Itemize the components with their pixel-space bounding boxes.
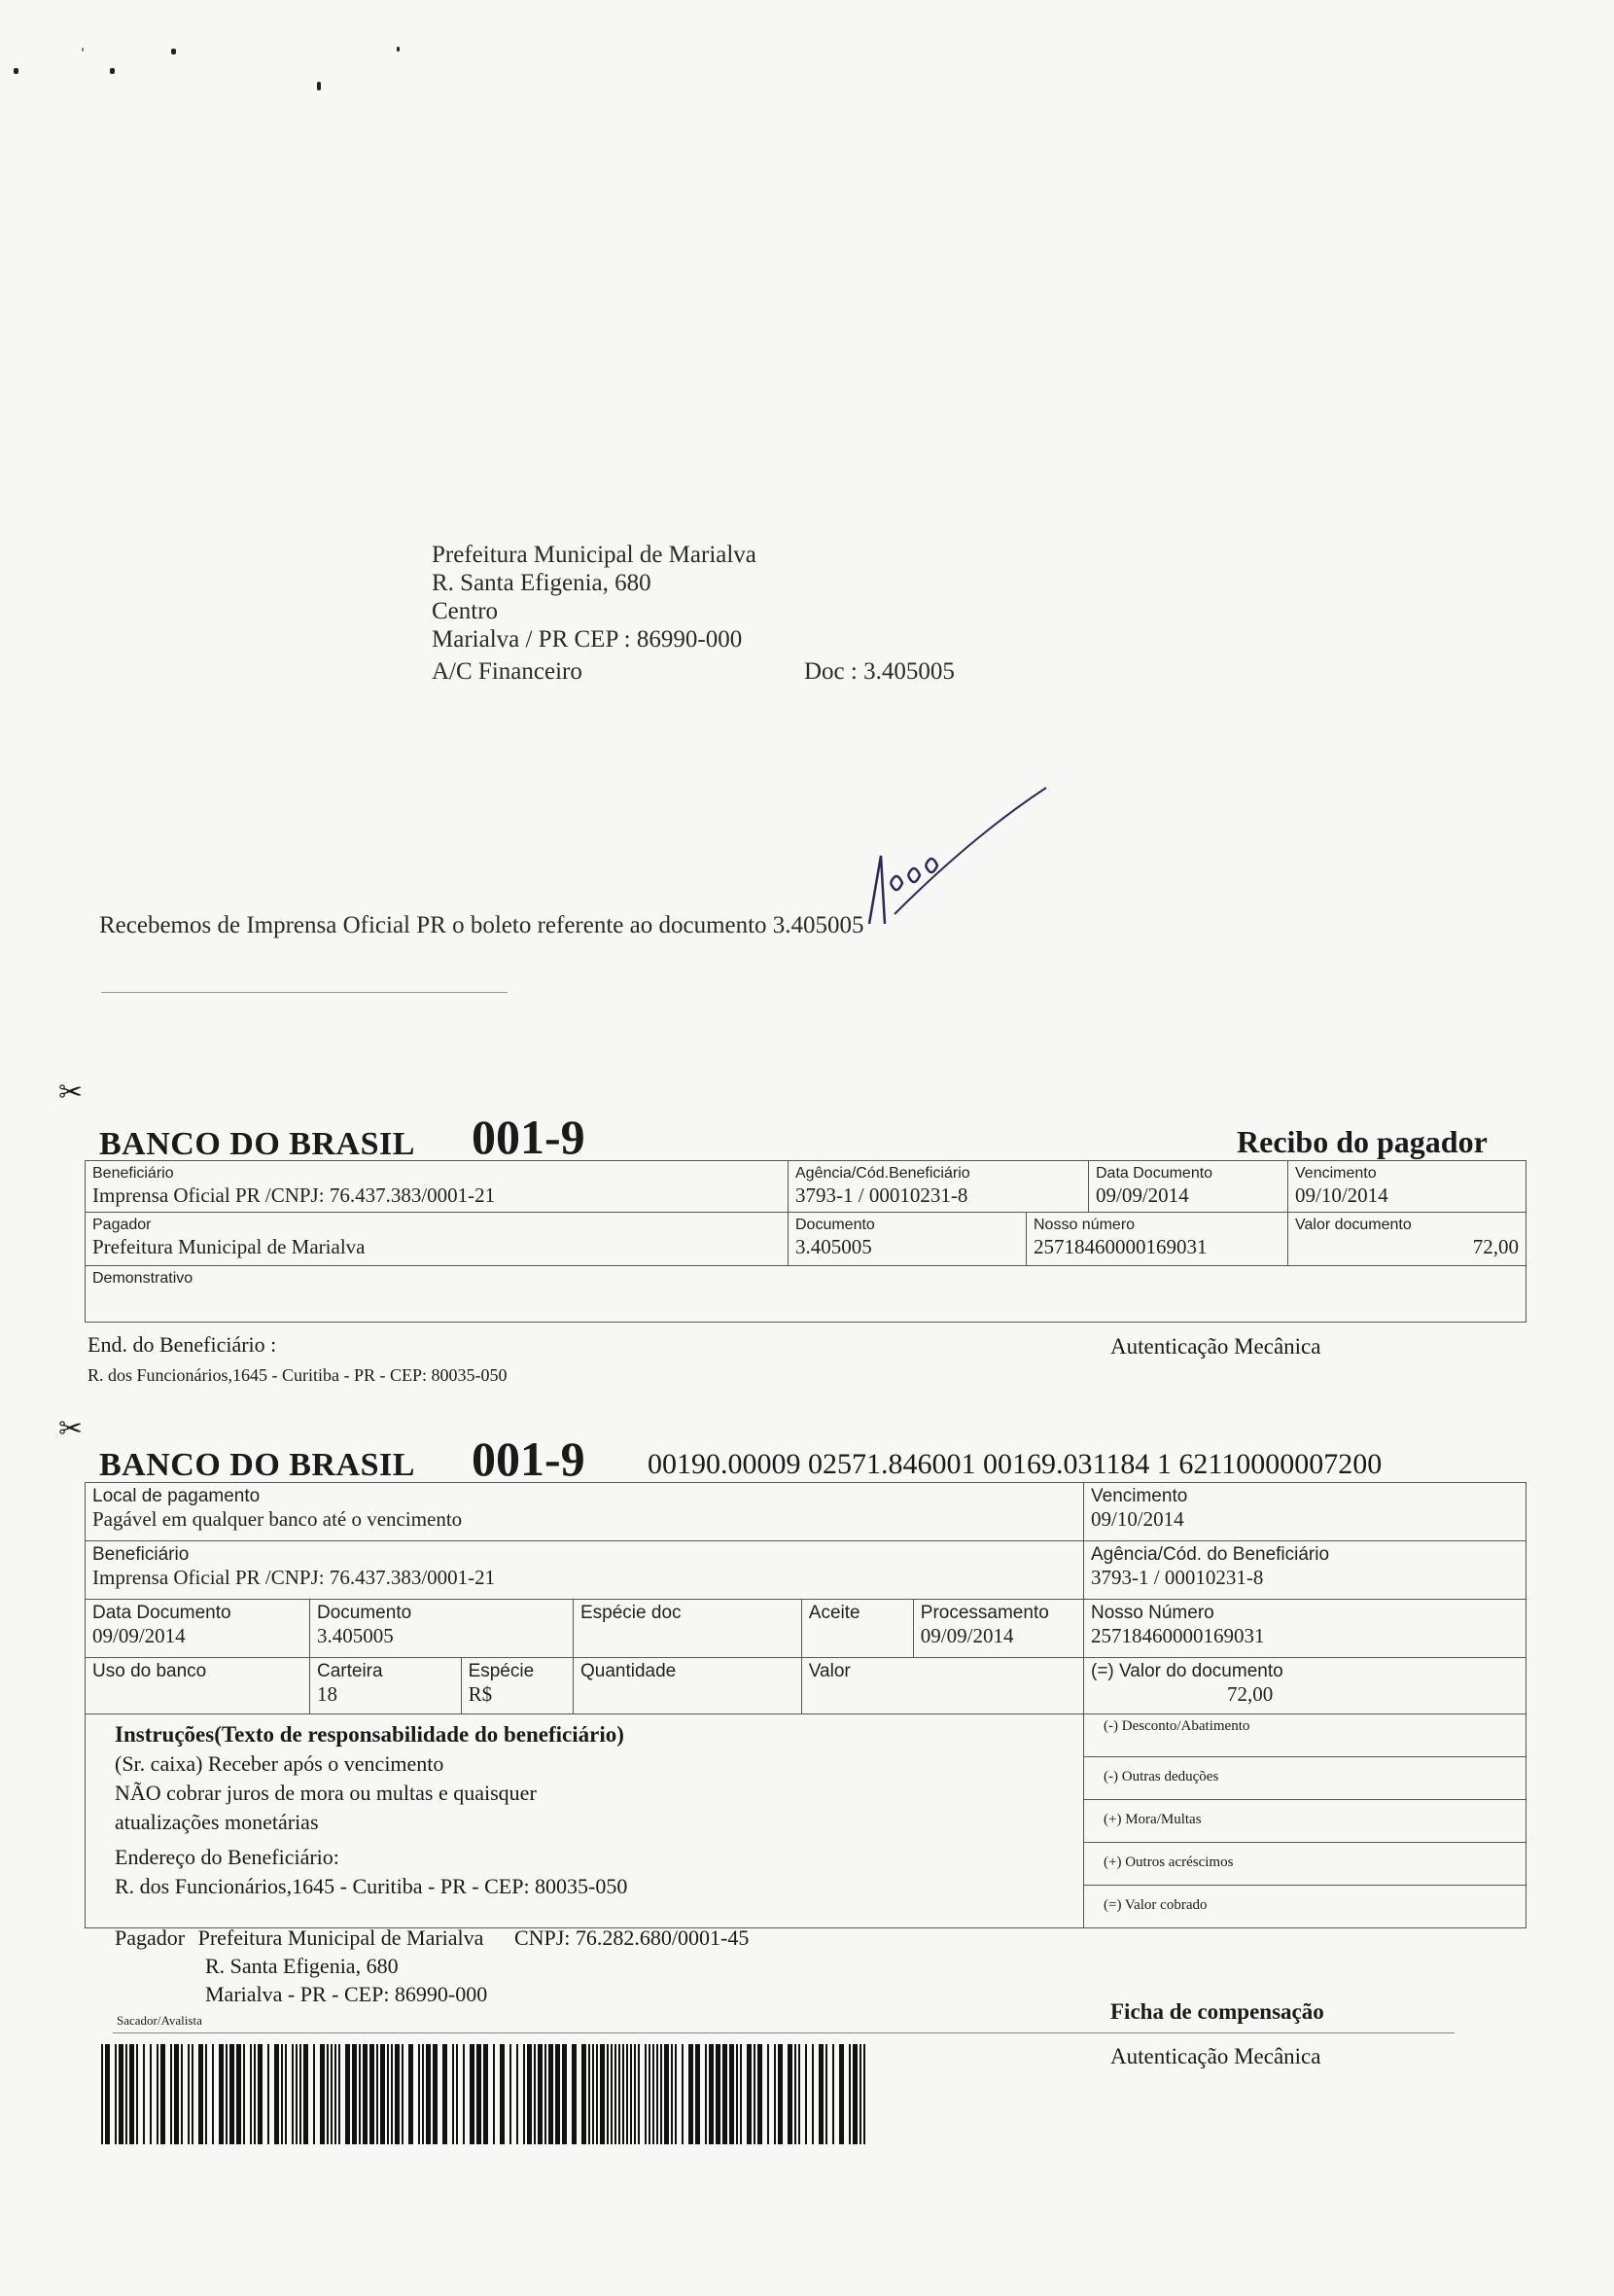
pagador-addr1: R. Santa Efigenia, 680 — [205, 1954, 399, 1978]
sacador-label: Sacador/Avalista — [117, 2013, 202, 2028]
recibo-data-doc-value: 09/09/2014 — [1096, 1183, 1189, 1207]
ficha-nosso-label: Nosso Número — [1091, 1603, 1214, 1623]
sender-line: Marialva / PR CEP : 86990-000 — [432, 626, 743, 653]
barcode-bar — [626, 2044, 628, 2144]
recibo-pagador-label: Pagador — [92, 1217, 152, 1233]
recibo-vencimento-label: Vencimento — [1295, 1165, 1377, 1182]
valor-label: Valor — [808, 1661, 851, 1681]
barcode-bar — [101, 2044, 103, 2144]
barcode-bar — [819, 2044, 824, 2144]
barcode-bar — [433, 2044, 438, 2144]
ficha-valor-doc-label: (=) Valor do documento — [1091, 1661, 1283, 1681]
mora-label: (+) Mora/Multas — [1104, 1812, 1202, 1827]
barcode-bar — [292, 2044, 294, 2144]
barcode-bar — [754, 2044, 755, 2144]
barcode-bar — [352, 2044, 357, 2144]
barcode-bar — [281, 2044, 283, 2144]
barcode-bar — [534, 2044, 536, 2144]
recibo-title: Recibo do pagador — [1237, 1124, 1488, 1159]
ficha-vencimento-value: 09/10/2014 — [1091, 1507, 1184, 1531]
barcode-bar — [119, 2044, 123, 2144]
especie-label: Espécie — [468, 1661, 535, 1681]
pagador-addr2: Marialva - PR - CEP: 86990-000 — [205, 1982, 488, 2006]
ficha-agencia-label: Agência/Cód. do Beneficiário — [1091, 1544, 1330, 1565]
barcode-bar — [611, 2044, 613, 2144]
barcode-bar — [192, 2044, 193, 2144]
attention-line: A/C Financeiro — [432, 658, 582, 685]
pagador-block — [115, 1924, 749, 2008]
ficha-table — [85, 1482, 1526, 1928]
barcode-bar — [198, 2044, 203, 2144]
recibo-table — [85, 1160, 1526, 1323]
barcode-bar — [456, 2044, 458, 2144]
barcode-bar — [136, 2044, 138, 2144]
instrucoes-end-value: R. dos Funcionários,1645 - Curitiba - PR - CEP: 80035-050 — [115, 1874, 628, 1898]
ficha-data-doc-value: 09/09/2014 — [92, 1624, 186, 1647]
barcode-bar — [675, 2044, 677, 2144]
barcode-bar — [562, 2044, 567, 2144]
barcode-bar — [331, 2044, 333, 2144]
barcode-bar — [709, 2044, 714, 2144]
barcode-bar — [274, 2044, 279, 2144]
barcode-bar — [839, 2044, 844, 2144]
recibo-agencia-label: Agência/Cód.Beneficiário — [795, 1165, 970, 1182]
carteira-label: Carteira — [317, 1661, 383, 1681]
ficha-title: Ficha de compensação — [1110, 1999, 1324, 2024]
barcode-bar — [812, 2044, 814, 2144]
recibo-documento-value: 3.405005 — [795, 1235, 872, 1258]
ficha-beneficiario-value: Imprensa Oficial PR /CNPJ: 76.437.383/0001-21 — [92, 1566, 496, 1589]
barcode-bar — [527, 2044, 532, 2144]
barcode-bar — [493, 2044, 495, 2144]
barcode-bar — [313, 2044, 315, 2144]
barcode-bar — [747, 2044, 752, 2144]
ficha-valor-doc-value: 72,00 — [1227, 1682, 1274, 1706]
recibo-agencia-value: 3793-1 / 00010231-8 — [795, 1183, 968, 1207]
barcode-bar — [736, 2044, 738, 2144]
barcode-bar — [452, 2044, 454, 2144]
recibo-valor-value: 72,00 — [1472, 1235, 1519, 1258]
barcode-bar — [181, 2044, 183, 2144]
instrucoes-line: atualizações monetárias — [115, 1810, 319, 1834]
ficha-documento-label: Documento — [317, 1603, 412, 1623]
quantidade-label: Quantidade — [580, 1661, 677, 1681]
recibo-documento-label: Documento — [795, 1217, 875, 1233]
barcode-bar — [757, 2044, 762, 2144]
barcode-bar — [285, 2044, 287, 2144]
uso-banco-label: Uso do banco — [92, 1661, 207, 1681]
barcode-bar — [226, 2044, 228, 2144]
recibo-nosso-label: Nosso número — [1034, 1217, 1136, 1233]
barcode-bar — [588, 2044, 590, 2144]
receipt-statement: Recebemos de Imprensa Oficial PR o boleto referente ao documento 3.405005 — [99, 912, 864, 938]
doc-number: Doc : 3.405005 — [804, 658, 955, 685]
barcode-bar — [649, 2044, 650, 2144]
barcode-bar — [327, 2044, 329, 2144]
barcode-bar — [229, 2044, 234, 2144]
barcode-bar — [682, 2044, 684, 2144]
recibo-beneficiario-label: Beneficiário — [92, 1165, 174, 1182]
barcode-bar — [596, 2044, 598, 2144]
barcode-bar — [645, 2044, 647, 2144]
barcode-bar — [236, 2044, 241, 2144]
recibo-demonstrativo-label: Demonstrativo — [92, 1270, 193, 1287]
barcode-bar — [671, 2044, 673, 2144]
recibo-autenticacao: Autenticação Mecânica — [1110, 1334, 1321, 1359]
barcode-bar — [729, 2044, 734, 2144]
barcode-bar — [150, 2044, 152, 2144]
barcode-bar — [853, 2044, 858, 2144]
pagador-name: Prefeitura Municipal de Marialva — [197, 1925, 484, 1950]
barcode-bar — [849, 2044, 851, 2144]
recibo-valor-label: Valor documento — [1295, 1217, 1412, 1233]
ficha-beneficiario-label: Beneficiário — [92, 1544, 190, 1565]
barcode-bar — [426, 2044, 431, 2144]
linha-digitavel: 00190.00009 02571.846001 00169.031184 1 62110000007200 — [648, 1448, 1383, 1480]
barcode-bar — [359, 2044, 361, 2144]
barcode-bar — [418, 2044, 420, 2144]
sender-line: R. Santa Efigenia, 680 — [432, 570, 651, 596]
outros-acrescimos-label: (+) Outros acréscimos — [1104, 1854, 1234, 1870]
barcode-bar — [863, 2044, 865, 2144]
barcode-bar — [250, 2044, 252, 2144]
scissors-icon: ✂ — [58, 1412, 84, 1446]
bank-code: 001-9 — [472, 1431, 585, 1486]
barcode-bar — [376, 2044, 378, 2144]
barcode-bar — [212, 2044, 214, 2144]
instrucoes-end-label: Endereço do Beneficiário: — [115, 1845, 339, 1869]
recibo-end-label: End. do Beneficiário : — [88, 1332, 277, 1357]
bank-name: BANCO DO BRASIL — [99, 1126, 415, 1162]
barcode-bar — [387, 2044, 389, 2144]
barcode-bar — [303, 2044, 308, 2144]
barcode-bar — [664, 2044, 669, 2144]
barcode-bar — [363, 2044, 368, 2144]
recibo-beneficiario-value: Imprensa Oficial PR /CNPJ: 76.437.383/0001-21 — [92, 1183, 496, 1207]
barcode-bar — [380, 2044, 385, 2144]
barcode-bar — [652, 2044, 654, 2144]
barcode-bar — [600, 2044, 605, 2144]
barcode-bar — [345, 2044, 350, 2144]
barcode-bar — [660, 2044, 662, 2144]
ficha-documento-value: 3.405005 — [317, 1624, 394, 1647]
sender-address — [432, 541, 1054, 686]
barcode-bar — [160, 2044, 165, 2144]
barcode-bar — [320, 2044, 325, 2144]
pagador-divider — [113, 2032, 1455, 2033]
barcode-bar — [656, 2044, 658, 2144]
barcode-bar — [115, 2044, 117, 2144]
barcode-bar — [860, 2044, 861, 2144]
barcode-bar — [470, 2044, 474, 2144]
ficha-nosso-value: 25718460000169031 — [1091, 1624, 1265, 1647]
barcode-bar — [774, 2044, 776, 2144]
barcode-bar — [267, 2044, 269, 2144]
barcode-bar — [500, 2044, 505, 2144]
barcode — [101, 2044, 869, 2144]
barcode-bar — [170, 2044, 172, 2144]
barcode-bar — [788, 2044, 792, 2144]
barcode-bar — [391, 2044, 393, 2144]
barcode-bar — [544, 2044, 546, 2144]
aceite-label: Aceite — [808, 1603, 860, 1623]
barcode-bar — [716, 2044, 720, 2144]
pagador-cnpj: CNPJ: 76.282.680/0001-45 — [513, 1925, 750, 1950]
processamento-label: Processamento — [920, 1603, 1049, 1623]
instrucoes-line: (Sr. caixa) Receber após o vencimento — [115, 1751, 444, 1776]
barcode-bar — [825, 2044, 827, 2144]
barcode-bar — [523, 2044, 525, 2144]
barcode-bar — [592, 2044, 594, 2144]
barcode-bar — [638, 2044, 640, 2144]
scissors-icon: ✂ — [58, 1076, 84, 1110]
barcode-bar — [483, 2044, 488, 2144]
barcode-bar — [125, 2044, 127, 2144]
barcode-bar — [442, 2044, 447, 2144]
barcode-bar — [299, 2044, 301, 2144]
barcode-bar — [402, 2044, 404, 2144]
ficha-autenticacao: Autenticação Mecânica — [1110, 2044, 1321, 2068]
barcode-bar — [778, 2044, 783, 2144]
barcode-bar — [334, 2044, 336, 2144]
barcode-bar — [143, 2044, 145, 2144]
especie-doc-label: Espécie doc — [580, 1603, 682, 1623]
recibo-nosso-value: 25718460000169031 — [1034, 1235, 1208, 1258]
barcode-bar — [548, 2044, 553, 2144]
barcode-bar — [538, 2044, 543, 2144]
recibo-end-value: R. dos Funcionários,1645 - Curitiba - PR - CEP: 80035-050 — [88, 1365, 508, 1385]
barcode-bar — [219, 2044, 224, 2144]
barcode-bar — [798, 2044, 800, 2144]
barcode-bar — [188, 2044, 190, 2144]
bank-name: BANCO DO BRASIL — [99, 1447, 415, 1483]
bank-code: 001-9 — [472, 1110, 585, 1164]
barcode-bar — [395, 2044, 400, 2144]
barcode-bar — [832, 2044, 834, 2144]
barcode-bar — [463, 2044, 465, 2144]
barcode-bar — [630, 2044, 632, 2144]
ficha-vencimento-label: Vencimento — [1091, 1486, 1188, 1506]
barcode-bar — [105, 2044, 110, 2144]
handwritten-signature — [856, 778, 1070, 934]
barcode-bar — [705, 2044, 707, 2144]
barcode-bar — [581, 2044, 586, 2144]
ficha-data-doc-label: Data Documento — [92, 1603, 231, 1623]
barcode-bar — [516, 2044, 518, 2144]
instrucoes-title: Instruções(Texto de responsabilidade do beneficiário) — [115, 1722, 624, 1747]
carteira-value: 18 — [317, 1682, 337, 1706]
barcode-bar — [572, 2044, 577, 2144]
barcode-bar — [509, 2044, 511, 2144]
barcode-bar — [767, 2044, 769, 2144]
barcode-bar — [258, 2044, 263, 2144]
barcode-bar — [618, 2044, 620, 2144]
barcode-bar — [805, 2044, 807, 2144]
pagador-label: Pagador — [115, 1925, 186, 1950]
barcode-bar — [422, 2044, 424, 2144]
barcode-bar — [607, 2044, 609, 2144]
barcode-bar — [688, 2044, 693, 2144]
barcode-bar — [614, 2044, 616, 2144]
sender-line: Centro — [432, 598, 499, 624]
barcode-bar — [408, 2044, 413, 2144]
sender-line: Prefeitura Municipal de Marialva — [432, 542, 756, 568]
local-value: Pagável em qualquer banco até o vencimento — [92, 1507, 463, 1531]
barcode-bar — [555, 2044, 560, 2144]
barcode-bar — [254, 2044, 256, 2144]
barcode-bar — [740, 2044, 742, 2144]
desconto-label: (-) Desconto/Abatimento — [1104, 1718, 1250, 1734]
barcode-bar — [174, 2044, 179, 2144]
especie-value: R$ — [468, 1682, 493, 1706]
instrucoes-line: NÃO cobrar juros de mora ou multas e quaisquer — [115, 1781, 537, 1805]
barcode-bar — [338, 2044, 340, 2144]
recibo-data-doc-label: Data Documento — [1096, 1165, 1213, 1182]
barcode-bar — [722, 2044, 727, 2144]
barcode-bar — [157, 2044, 158, 2144]
barcode-bar — [369, 2044, 374, 2144]
signature-line — [101, 992, 508, 993]
barcode-bar — [205, 2044, 207, 2144]
outras-deducoes-label: (-) Outras deduções — [1104, 1769, 1219, 1784]
barcode-bar — [622, 2044, 624, 2144]
processamento-value: 09/09/2014 — [920, 1624, 1014, 1647]
signature-text: 1000 — [856, 778, 858, 779]
barcode-bar — [794, 2044, 796, 2144]
recibo-pagador-value: Prefeitura Municipal de Marialva — [92, 1235, 366, 1258]
barcode-bar — [634, 2044, 636, 2144]
local-label: Local de pagamento — [92, 1486, 261, 1506]
valor-cobrado-label: (=) Valor cobrado — [1104, 1897, 1208, 1913]
barcode-bar — [695, 2044, 700, 2144]
recibo-vencimento-value: 09/10/2014 — [1295, 1183, 1388, 1207]
barcode-bar — [129, 2044, 134, 2144]
barcode-bar — [296, 2044, 298, 2144]
barcode-bar — [243, 2044, 245, 2144]
barcode-bar — [476, 2044, 481, 2144]
ficha-agencia-value: 3793-1 / 00010231-8 — [1091, 1566, 1264, 1589]
